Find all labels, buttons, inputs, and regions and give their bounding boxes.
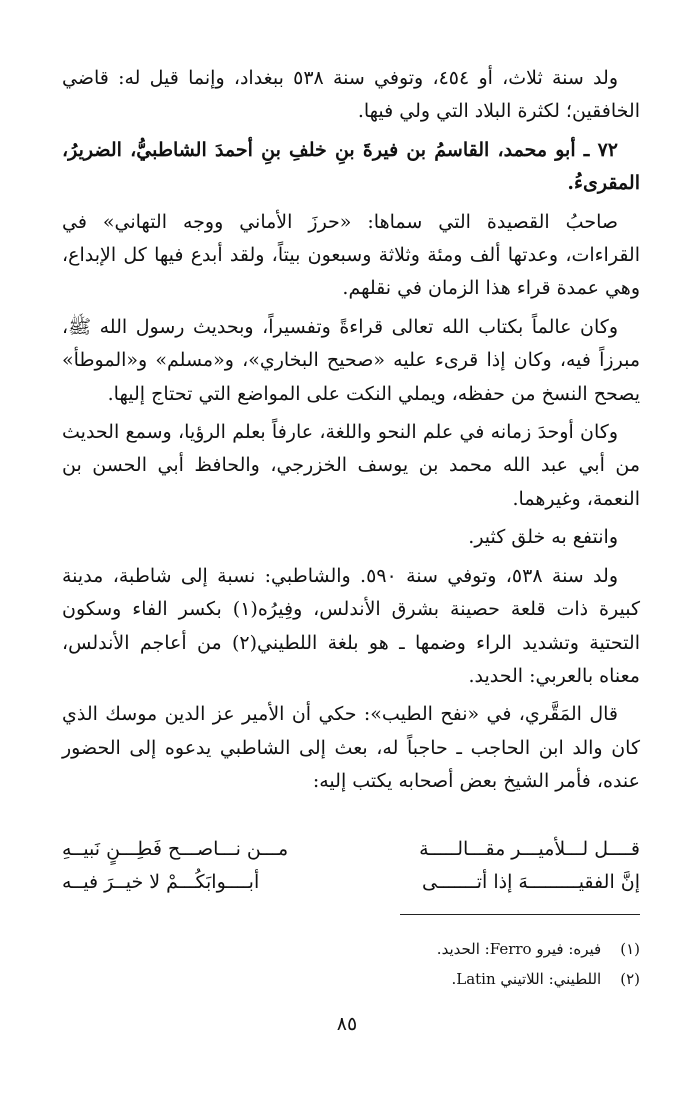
paragraph: وكان عالماً بكتاب الله تعالى قراءةً وتفسيراً، وبحديث رسول الله ﷺ، مبرزاً فيه، وكان إذا قرىء عليه «صحيح البخاري»، و«مسلم» و«الموطأ» يصحح النسخ من حفظه، ويملي النكت على المواضع التي تحتاج إليها. xyxy=(62,315,640,405)
footnote-number: (١) xyxy=(620,940,640,958)
footnote-divider xyxy=(400,914,640,915)
footnotes xyxy=(62,934,640,994)
paragraph: صاحبُ القصيدة التي سماها: «حرزَ الأماني ووجه التهاني» في القراءات، وعدتها ألف ومئة وثلاثة وسبعون بيتاً، ولقد أبدع فيها كل الإبداع، وهي عمدة قراء هذا الزمان في نقلهم. xyxy=(62,210,640,300)
poem-verse xyxy=(62,838,640,872)
biography-heading: ٧٢ ـ أبو محمد، القاسمُ بن فيرةَ بنِ خلفِ بنِ أحمدَ الشاطبيُّ، الضريرُ، المقرىءُ. xyxy=(62,138,640,195)
page-number: ٨٥ xyxy=(336,1013,358,1035)
verse-second-hemistich: مـــن نـــاصـــح فَطِـــنٍ نَبيــهِ xyxy=(62,838,289,860)
verse-first-hemistich: قــــل لـــلأميـــر مقـــالـــــة xyxy=(419,838,640,860)
main-text xyxy=(62,62,640,804)
paragraph: وكان أوحدَ زمانه في علم النحو واللغة، عارفاً بعلم الرؤيا، وسمع الحديث من أبي عبد الله محمد بن يوسف الخزرجي، والحافظ أبي الحسن بن النعمة، وغيرهما. xyxy=(62,421,640,510)
footnote-text: اللطيني: اللاتيني Latin. xyxy=(451,970,602,988)
paragraph: قال المَقَّري، في «نفح الطيب»: حكي أن الأمير عز الدين موسك الذي كان والد ابن الحاجب ـ حاجباً له، بعث إلى الشاطبي يدعوه إلى الحضور عنده، فأمر الشيخ بعض أصحابه يكتب إليه: xyxy=(62,703,640,793)
footnote-number: (٢) xyxy=(620,970,640,988)
footnote xyxy=(62,964,640,994)
footnote-text: فيره: فيرو Ferro: الحديد. xyxy=(436,940,602,958)
footnote xyxy=(62,934,640,964)
verse-second-hemistich: أبــــوابَكُـــمْ لا خيــرَ فيــه xyxy=(62,871,260,893)
paragraph: وانتفع به خلق كثير. xyxy=(468,526,618,549)
poem-verse xyxy=(62,871,640,905)
paragraph: ولد سنة ثلاث، أو ٤٥٤، وتوفي سنة ٥٣٨ ببغداد، وإنما قيل له: قاضي الخافقين؛ لكثرة البلاد التي ولي فيها. xyxy=(62,67,640,123)
paragraph: ولد سنة ٥٣٨، وتوفي سنة ٥٩٠. والشاطبي: نسبة إلى شاطبة، مدينة كبيرة ذات قلعة حصينة بشرق الأندلس، وفِيرُه(١) بكسر الفاء وسكون التحتية وتشديد الراء وضمها ـ هو بلغة اللطيني(٢) من أعاجم الأندلس، معناه بالعربي: الحديد. xyxy=(62,564,640,687)
verse-first-hemistich: إنَّ الفقيـــــــــهَ إذا أتـــــــى xyxy=(421,871,640,893)
